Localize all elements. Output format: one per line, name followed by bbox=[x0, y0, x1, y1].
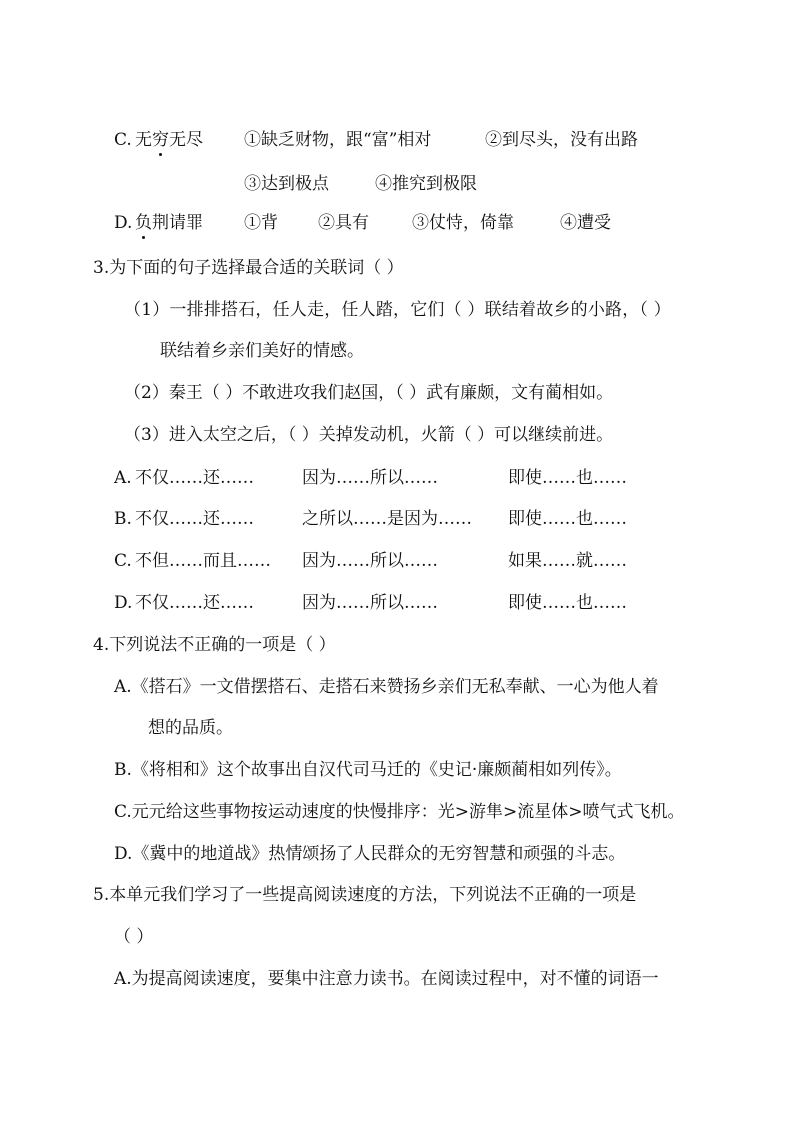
q5-stem: 5.本单元我们学习了一些提高阅读速度的方法，下列说法不正确的一项是 bbox=[93, 885, 637, 905]
q4-stem: 4.下列说法不正确的一项是（ ） bbox=[93, 635, 336, 655]
q3-option-b-col2: 之所以……是因为…… bbox=[302, 509, 472, 529]
q3-option-b-letter: B. bbox=[114, 509, 132, 529]
q3-stem: 3.为下面的句子选择最合适的关联词（ ） bbox=[93, 258, 404, 278]
q2-option-c-dotted-char: 穷 bbox=[152, 130, 169, 150]
q2-option-c-meaning-3: ③达到极点 bbox=[244, 174, 329, 194]
q3-sentence-1-line-1: （1）一排排搭石，任人走，任人踏，它们（ ）联结着故乡的小路，（ ） bbox=[124, 300, 671, 320]
q3-option-c-col2: 因为……所以…… bbox=[302, 551, 438, 571]
q3-option-b-col3: 即使……也…… bbox=[508, 509, 627, 529]
q2-option-d-meaning-4: ④遭受 bbox=[560, 213, 611, 233]
q2-option-d-dotted-char: 负 bbox=[135, 213, 152, 233]
q2-option-c-meaning-2: ②到尽头，没有出路 bbox=[485, 130, 638, 150]
q2-option-c-letter: C. bbox=[114, 130, 132, 150]
q2-option-d-letter: D. bbox=[114, 213, 133, 233]
q3-option-c-col1: 不但……而且…… bbox=[135, 551, 271, 571]
q3-option-a-col3: 即使……也…… bbox=[508, 468, 627, 488]
q3-option-d-letter: D. bbox=[114, 593, 133, 613]
q2-option-c-word bbox=[135, 129, 203, 151]
q4-option-d: D.《冀中的地道战》热情颂扬了人民群众的无穷智慧和顽强的斗志。 bbox=[114, 844, 626, 864]
q3-sentence-1-line-2: 联结着乡亲们美好的情感。 bbox=[160, 341, 364, 361]
q2-option-d-word bbox=[135, 212, 203, 234]
q4-option-a-line-1: A.《搭石》一文借摆搭石、走搭石来赞扬乡亲们无私奉献、一心为他人着 bbox=[114, 677, 659, 697]
q3-option-a-col1: 不仅……还…… bbox=[135, 468, 254, 488]
q3-sentence-3: （3）进入太空之后，（ ）关掉发动机，火箭（ ）可以继续前进。 bbox=[124, 425, 614, 445]
q5-option-a-line-1: A.为提高阅读速度，要集中注意力读书。在阅读过程中，对不懂的词语一 bbox=[114, 969, 659, 989]
q3-option-a-col2: 因为……所以…… bbox=[302, 468, 438, 488]
q2-option-d-meaning-1: ①背 bbox=[244, 213, 278, 233]
q4-option-c: C.元元给这些事物按运动速度的快慢排序：光>游隼>流星体>喷气式飞机。 bbox=[114, 802, 685, 822]
q2-option-d-meaning-2: ②具有 bbox=[318, 213, 369, 233]
q2-option-c-meaning-4: ④推究到极限 bbox=[375, 174, 477, 194]
q3-option-d-col3: 即使……也…… bbox=[508, 593, 627, 613]
q3-option-a-letter: A. bbox=[114, 468, 132, 488]
q3-sentence-2: （2）秦王（ ）不敢进攻我们赵国，（ ）武有廉颇，文有蔺相如。 bbox=[124, 383, 614, 403]
q2-option-d-word-rest: 荆请罪 bbox=[152, 213, 203, 233]
q3-option-d-col2: 因为……所以…… bbox=[302, 593, 438, 613]
q3-option-b-col1: 不仅……还…… bbox=[135, 509, 254, 529]
q3-option-d-col1: 不仅……还…… bbox=[135, 593, 254, 613]
q2-option-c-meaning-1: ①缺乏财物，跟“富”相对 bbox=[244, 130, 432, 150]
q5-answer-paren: （ ） bbox=[114, 927, 154, 947]
q4-option-a-line-2: 想的品质。 bbox=[148, 718, 233, 738]
q3-option-c-letter: C. bbox=[114, 551, 132, 571]
q2-option-d-meaning-3: ③仗恃，倚靠 bbox=[412, 213, 514, 233]
q2-option-c-word-char1: 无 bbox=[135, 130, 152, 150]
q3-option-c-col3: 如果……就…… bbox=[508, 551, 627, 571]
q2-option-c-word-rest: 无尽 bbox=[169, 130, 203, 150]
q4-option-b: B.《将相和》这个故事出自汉代司马迁的《史记·廉颇蔺相如列传》。 bbox=[114, 760, 622, 780]
